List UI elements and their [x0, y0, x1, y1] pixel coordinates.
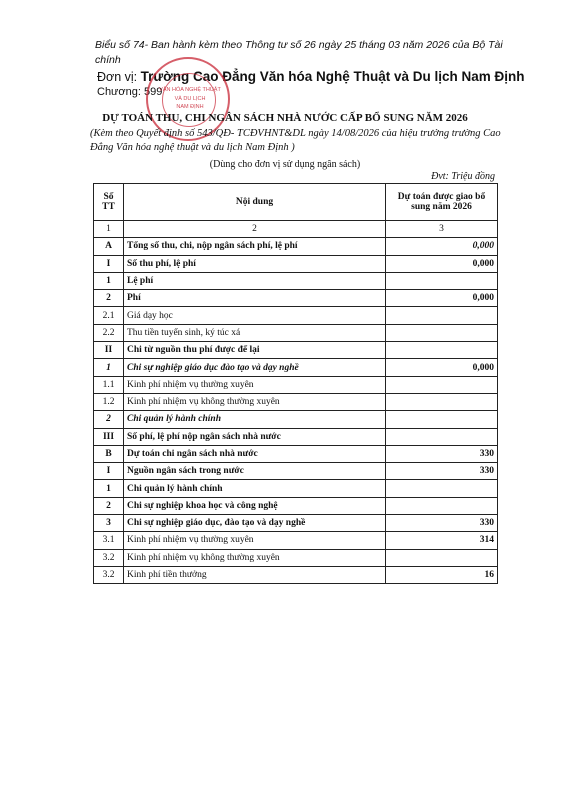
document-subtitle: (Kèm theo Quyết định số 543/QĐ- TCĐVHNT&DL ngày 14/08/2026 của hiệu trưởng trường Cao Đẳng Văn hóa nghệ thuật và du lịch Nam Định ) [90, 128, 501, 153]
table-row [94, 238, 498, 255]
row-value: 330 [386, 445, 498, 462]
row-value [386, 324, 498, 341]
table-row [94, 497, 498, 514]
row-value [386, 428, 498, 445]
row-value: 0,000 [386, 238, 498, 255]
row-value: 330 [386, 515, 498, 532]
row-value: 16 [386, 566, 498, 583]
row-value: 0,000 [386, 255, 498, 272]
row-content: Chi sự nghiệp giáo dục, đào tạo và dạy nghề [124, 515, 386, 532]
column-number-row [94, 221, 498, 238]
table-row [94, 255, 498, 272]
table-row [94, 566, 498, 583]
row-content: Kinh phí tiền thưởng [124, 566, 386, 583]
seal-text-3: NAM ĐỊNH [176, 104, 204, 110]
row-value [386, 376, 498, 393]
row-content: Tổng số thu, chi, nộp ngân sách phí, lệ phí [124, 238, 386, 255]
table-row [94, 342, 498, 359]
row-no: III [94, 428, 124, 445]
table-row [94, 272, 498, 289]
table-row [94, 411, 498, 428]
table-row [94, 290, 498, 307]
seal-text-2: VÀ DU LỊCH [174, 96, 206, 102]
table-row [94, 428, 498, 445]
row-content: Kinh phí nhiệm vụ thường xuyên [124, 376, 386, 393]
row-content: Chi sự nghiệp giáo dục đào tạo và dạy nghề [124, 359, 386, 376]
row-value: 0,000 [386, 290, 498, 307]
colnum-3: 3 [386, 221, 498, 238]
unit-label: Đơn vị: [97, 70, 138, 84]
row-value: 330 [386, 463, 498, 480]
table-row [94, 324, 498, 341]
table-row [94, 307, 498, 324]
row-no: 1.1 [94, 376, 124, 393]
table-row [94, 359, 498, 376]
header-no: Số TT [94, 184, 124, 221]
header-content: Nội dung [124, 184, 386, 221]
row-no: 3.1 [94, 532, 124, 549]
row-no: 2.2 [94, 324, 124, 341]
table-header-row [94, 184, 498, 221]
row-content: Phí [124, 290, 386, 307]
row-value [386, 272, 498, 289]
budget-table [93, 183, 498, 584]
row-no: B [94, 445, 124, 462]
row-no: I [94, 463, 124, 480]
row-value: 0,000 [386, 359, 498, 376]
table-row [94, 463, 498, 480]
row-no: 3 [94, 515, 124, 532]
row-content: Chi sự nghiệp khoa học và công nghệ [124, 497, 386, 514]
seal-text-1: VĂN HÓA NGHỆ THUẬT [159, 87, 221, 93]
table-row [94, 480, 498, 497]
row-no: 2 [94, 290, 124, 307]
row-content: Giá dạy học [124, 307, 386, 324]
row-content: Lệ phí [124, 272, 386, 289]
row-no: 1.2 [94, 393, 124, 410]
chapter-label: Chương: 599 [97, 86, 163, 98]
row-value [386, 342, 498, 359]
row-content: Số phí, lệ phí nộp ngân sách nhà nước [124, 428, 386, 445]
row-no: 1 [94, 272, 124, 289]
row-no: 1 [94, 359, 124, 376]
row-content: Kinh phí nhiệm vụ không thường xuyên [124, 393, 386, 410]
row-value [386, 480, 498, 497]
row-no: 3.2 [94, 549, 124, 566]
row-content: Chi quản lý hành chính [124, 411, 386, 428]
row-no: 2 [94, 497, 124, 514]
form-note: Biểu số 74- Ban hành kèm theo Thông tư số 26 ngày 25 tháng 03 năm 2026 của Bộ Tài chính [95, 39, 503, 66]
colnum-2: 2 [124, 221, 386, 238]
row-no: A [94, 238, 124, 255]
table-row [94, 515, 498, 532]
table-row [94, 549, 498, 566]
row-value [386, 549, 498, 566]
colnum-1: 1 [94, 221, 124, 238]
unit-name: Trường Cao Đẳng Văn hóa Nghệ Thuật và Du lịch Nam Định [140, 69, 525, 84]
row-no: 3.2 [94, 566, 124, 583]
row-value [386, 393, 498, 410]
table-row [94, 532, 498, 549]
unit-of-measure: Đvt: Triệu đồng [431, 171, 495, 182]
table-row [94, 445, 498, 462]
row-content: Dự toán chi ngân sách nhà nước [124, 445, 386, 462]
row-value [386, 307, 498, 324]
table-row [94, 376, 498, 393]
row-value: 314 [386, 532, 498, 549]
table-row [94, 393, 498, 410]
row-content: Chi từ nguồn thu phí được để lại [124, 342, 386, 359]
row-content: Chi quản lý hành chính [124, 480, 386, 497]
row-content: Số thu phí, lệ phí [124, 255, 386, 272]
header-value: Dự toán được giao bổ sung năm 2026 [386, 184, 498, 221]
row-no: 2 [94, 411, 124, 428]
document-title: DỰ TOÁN THU, CHI NGÂN SÁCH NHÀ NƯỚC CẤP BỔ SUNG NĂM 2026 [102, 112, 468, 124]
row-content: Nguồn ngân sách trong nước [124, 463, 386, 480]
row-value [386, 411, 498, 428]
row-no: II [94, 342, 124, 359]
row-content: Kinh phí nhiệm vụ thường xuyên [124, 532, 386, 549]
row-no: 2.1 [94, 307, 124, 324]
usage-note: (Dùng cho đơn vị sử dụng ngân sách) [209, 159, 361, 170]
row-no: I [94, 255, 124, 272]
row-content: Kinh phí nhiệm vụ không thường xuyên [124, 549, 386, 566]
row-content: Thu tiền tuyển sinh, ký túc xá [124, 324, 386, 341]
row-value [386, 497, 498, 514]
row-no: 1 [94, 480, 124, 497]
